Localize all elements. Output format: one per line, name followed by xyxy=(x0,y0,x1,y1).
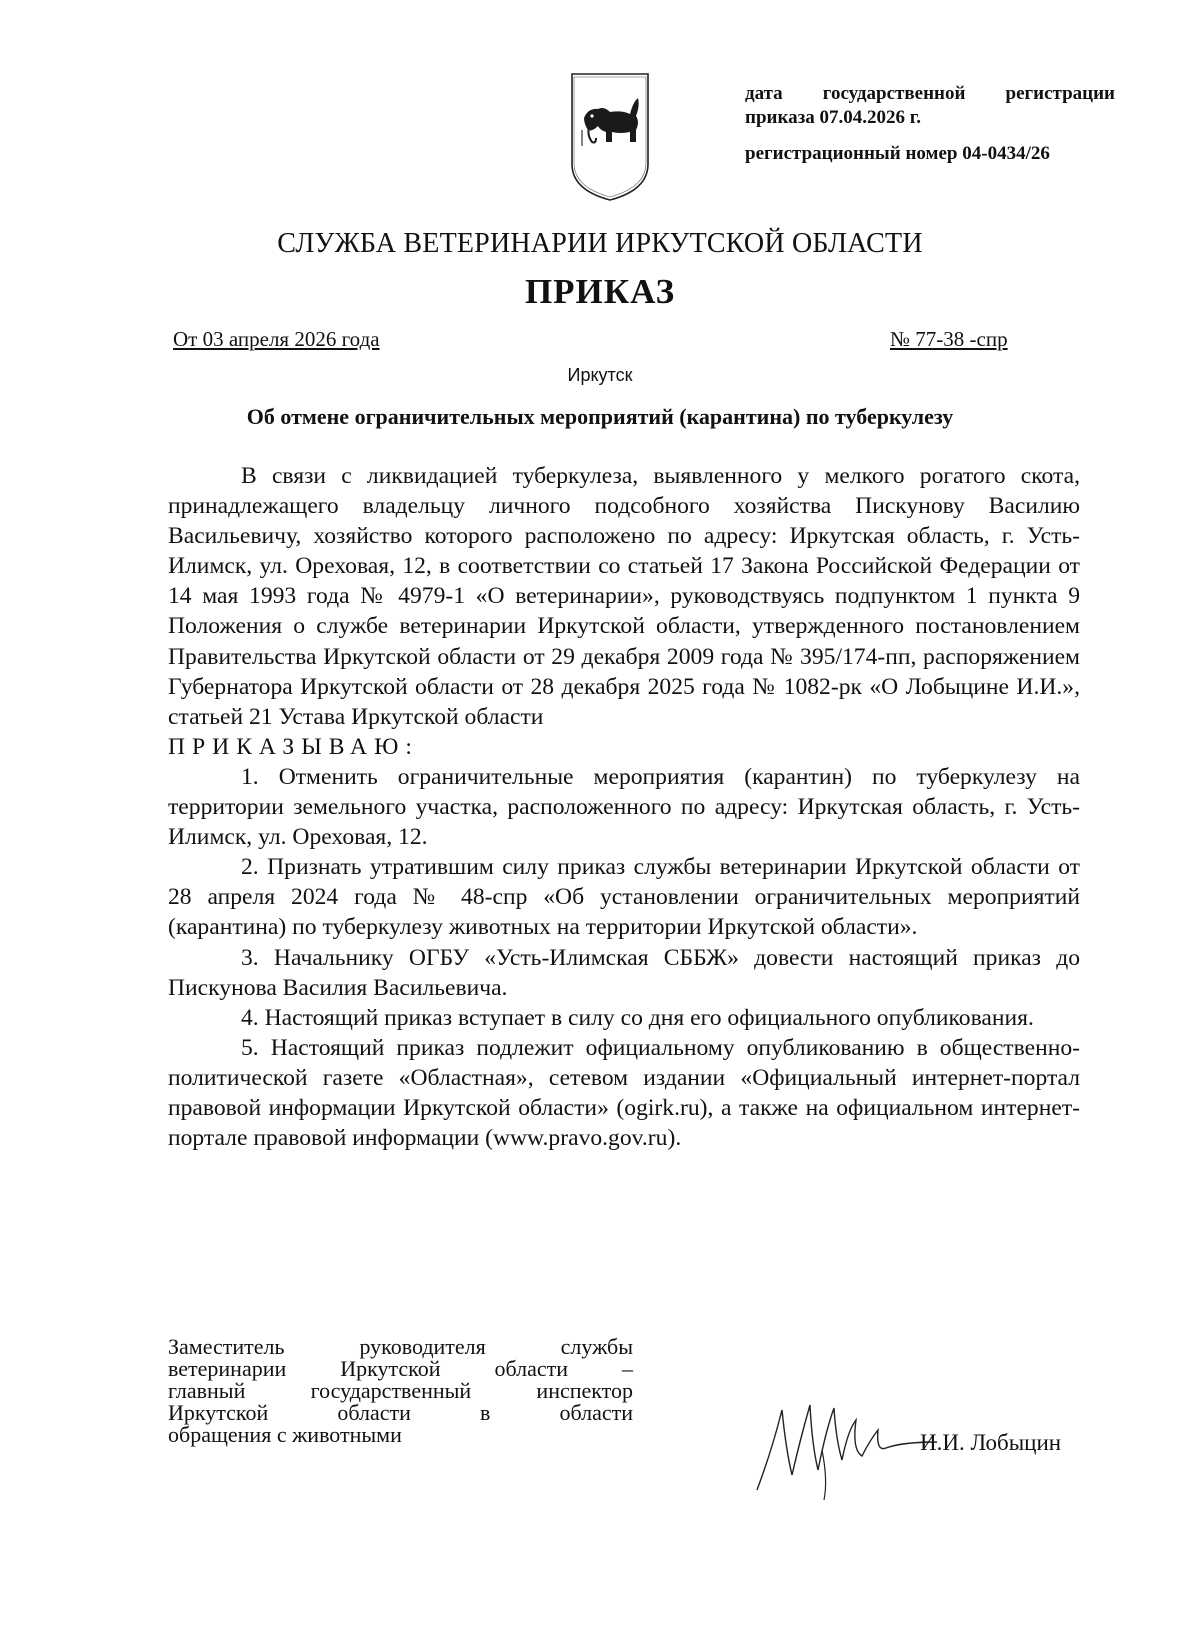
coat-of-arms-icon xyxy=(570,72,650,202)
signer-line-3: главный государственный инспектор xyxy=(168,1378,633,1403)
signer-line-1: Заместитель руководителя службы xyxy=(168,1334,633,1359)
signer-name: И.И. Лобыцин xyxy=(920,1430,1062,1455)
signer-line-5: обращения с животными xyxy=(168,1422,402,1447)
order-subject: Об отмене ограничительных мероприятий (карантина) по туберкулезу xyxy=(246,404,954,429)
registration-date-line2: приказа 07.04.2026 г. xyxy=(745,107,921,128)
order-number: № 77-38 -спр xyxy=(890,327,1008,351)
registration-number: регистрационный номер 04-0434/26 xyxy=(745,143,1050,164)
order-date: От 03 апреля 2026 года xyxy=(173,327,380,351)
order-word: ПРИКАЗЫВАЮ: xyxy=(168,733,419,760)
city: Иркутск xyxy=(567,365,633,385)
agency-name: СЛУЖБА ВЕТЕРИНАРИИ ИРКУТСКОЙ ОБЛАСТИ xyxy=(277,228,923,259)
preamble: В связи с ликвидацией туберкулеза, выявленного у мелкого рогатого скота, принадлежащего владельцу личного подсобного хозяйства Пискунову Василию Васильевичу, хозяйство которого расположено по адресу: Иркутская область, г. Усть-Илимск, ул. Ореховая, 12, в соответствии со статьей 17 Закона Российской Федерации от 14 мая 1993 года № 4979-1 «О ветеринарии», руководствуясь подпунктом 1 пункта 9 Положения о службе ветеринарии Иркутской области, утвержденного постановлением Правительства Иркутской области от 29 декабря 2009 года № 395/174-пп, распоряжением Губернатора Иркутской области от 28 декабря 2025 года № 1082-рк «О Лобыцине И.И.», статьей 21 Устава Иркутской области xyxy=(168,463,1080,730)
signer-position xyxy=(168,1336,633,1446)
registration-date-line1: дата государственной регистрации xyxy=(745,83,1115,104)
order-item-5: 5. Настоящий приказ подлежит официальному опубликованию в общественно-политической газете «Областная», сетевом издании «Официальный интернет-портал правовой информации Иркутской области» (ogirk.ru), а также на официальном интернет-портале правовой информации (www.pravo.gov.ru). xyxy=(168,1034,1080,1152)
signer-line-2: ветеринарии Иркутской области – xyxy=(168,1356,633,1381)
order-item-4: 4. Настоящий приказ вступает в силу со дня его официального опубликования. xyxy=(241,1004,1034,1031)
registration-block xyxy=(745,82,1115,166)
order-item-3: 3. Начальнику ОГБУ «Усть-Илимская СББЖ» довести настоящий приказ до Пискунова Василия Васильевича. xyxy=(168,944,1080,1001)
order-item-2: 2. Признать утратившим силу приказ службы ветеринарии Иркутской области от 28 апреля 2024 года № 48-спр «Об установлении ограничительных мероприятий (карантина) по туберкулезу животных на территории Иркутской области». xyxy=(168,854,1080,941)
document-type: ПРИКАЗ xyxy=(524,272,676,311)
signer-line-4: Иркутской области в области xyxy=(168,1400,633,1425)
order-body xyxy=(168,461,1080,1153)
order-item-1: 1. Отменить ограничительные мероприятия (карантин) по туберкулезу на территории земельного участка, расположенного по адресу: Иркутская область, г. Усть-Илимск, ул. Ореховая, 12. xyxy=(168,763,1080,851)
handwritten-signature-icon xyxy=(752,1390,942,1505)
